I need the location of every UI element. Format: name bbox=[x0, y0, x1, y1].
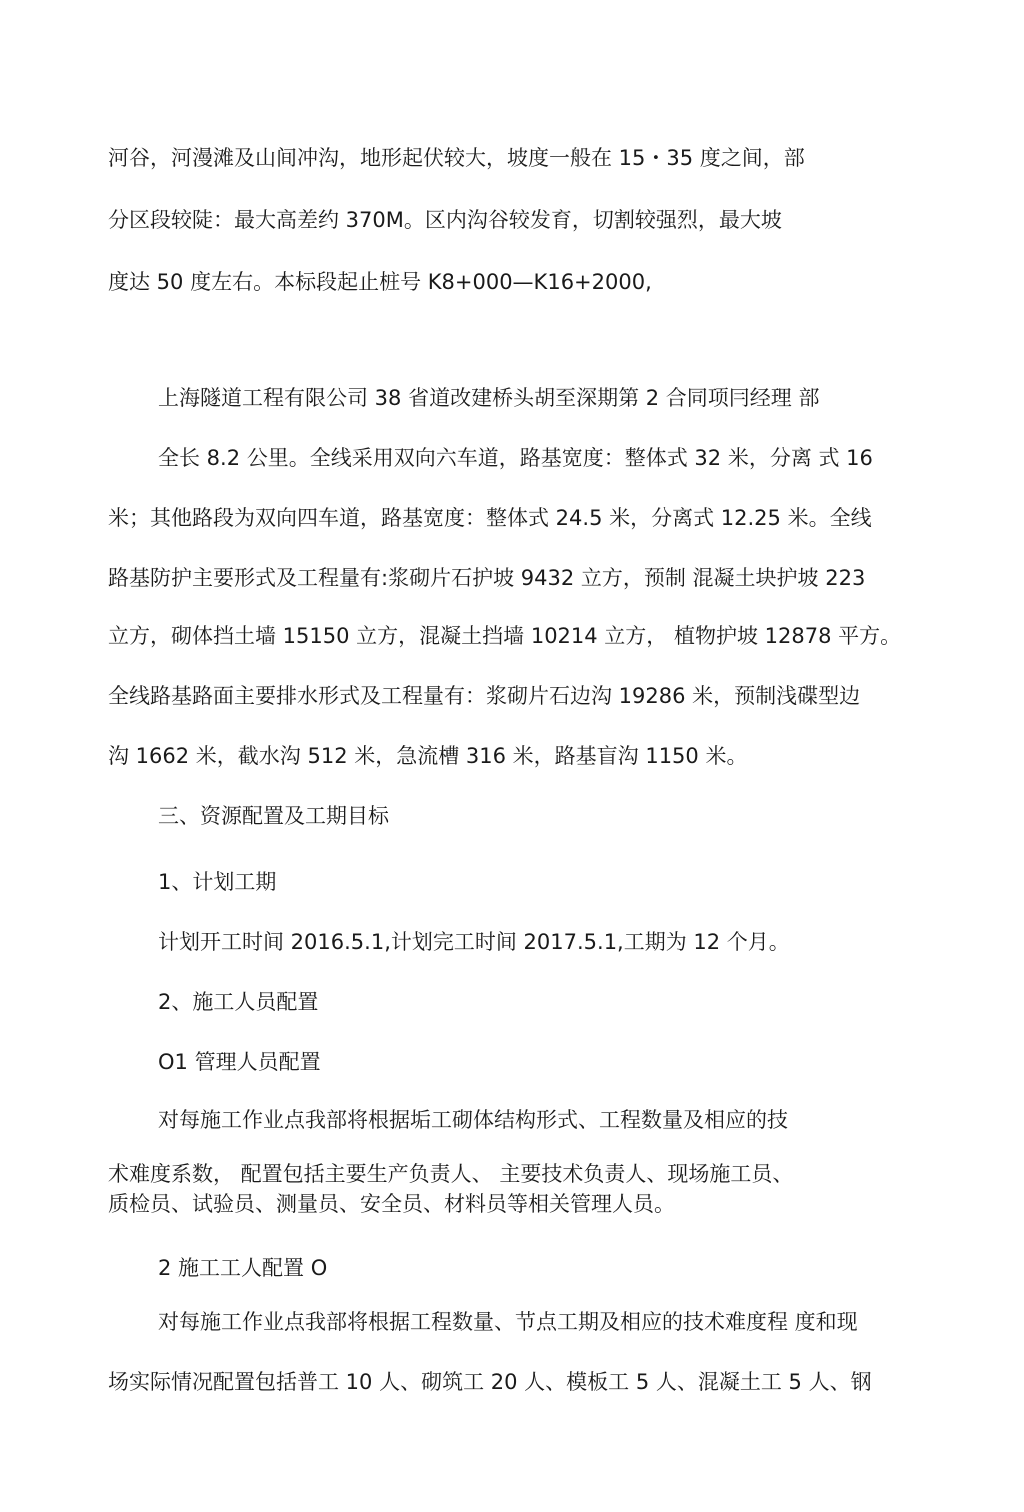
paragraph-line: 质检员、试验员、测量员、安全员、材料员等相关管理人员。 bbox=[108, 1192, 675, 1216]
project-header-line: 上海隧道工程有限公司 38 省道改建桥头胡至深期第 2 合同项冃经理 部 bbox=[158, 386, 820, 410]
section-heading: 三、资源配置及工期目标 bbox=[158, 804, 389, 828]
subsection-heading: 2、施工人员配置 bbox=[158, 990, 319, 1014]
paragraph-line: 路基防护主要形式及工程量有:浆砌片石护坡 9432 立方，预制 混凝土块护坡 223 bbox=[108, 566, 866, 590]
paragraph-line: 场实际情况配置包括普工 10 人、砌筑工 20 人、模板工 5 人、混凝土工 5 人、钢 bbox=[108, 1370, 872, 1394]
paragraph-line: 立方，砌体挡土墙 15150 立方，混凝土挡墙 10214 立方， 植物护坡 12878 平方。 bbox=[108, 624, 902, 648]
subsection-heading: 1、计划工期 bbox=[158, 870, 277, 894]
subsection-heading: 2 施工工人配置 O bbox=[158, 1256, 328, 1280]
paragraph-line: 米；其他路段为双向四车道，路基宽度：整体式 24.5 米，分离式 12.25 米。全线 bbox=[108, 506, 872, 530]
schedule-text: 计划开工时间 2016.5.1,计划完工时间 2017.5.1,工期为 12 个月。 bbox=[158, 930, 790, 954]
paragraph-line: 术难度系数， 配置包括主要生产负责人、 主要技术负责人、现场施工员、 bbox=[108, 1162, 794, 1186]
paragraph-line: 分区段较陡：最大高差约 370M。区内沟谷较发育，切割较强烈，最大坡 bbox=[108, 208, 782, 232]
subsection-heading: O1 管理人员配置 bbox=[158, 1050, 321, 1074]
paragraph-line: 度达 50 度左右。本标段起止桩号 K8+000—K16+2000, bbox=[108, 270, 652, 294]
paragraph-line: 全线路基路面主要排水形式及工程量有：浆砌片石边沟 19286 米，预制浅碟型边 bbox=[108, 684, 861, 708]
paragraph-line: 全长 8.2 公里。全线采用双向六车道，路基宽度：整体式 32 米，分离 式 16 bbox=[158, 446, 873, 470]
paragraph-line: 沟 1662 米，截水沟 512 米，急流槽 316 米，路基盲沟 1150 米。 bbox=[108, 744, 748, 768]
paragraph-line: 对每施工作业点我部将根据垢工砌体结构形式、工程数量及相应的技 bbox=[158, 1108, 788, 1132]
paragraph-line: 对每施工作业点我部将根据工程数量、节点工期及相应的技术难度程 度和现 bbox=[158, 1310, 858, 1334]
paragraph-line: 河谷，河漫滩及山间冲沟，地形起伏较大，坡度一般在 15・35 度之间，部 bbox=[108, 146, 805, 170]
